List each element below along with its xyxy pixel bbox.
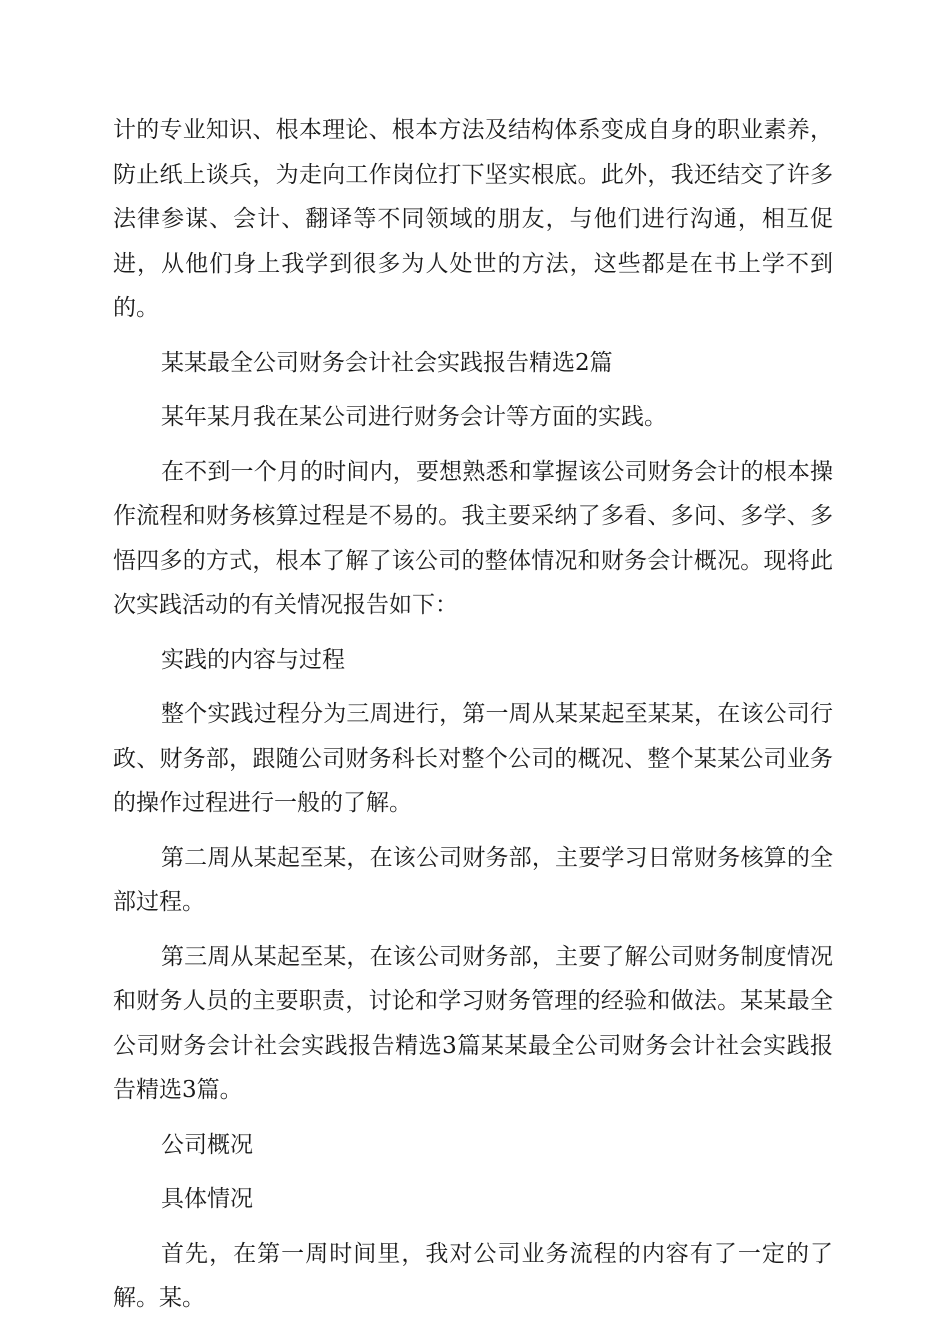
paragraph-overview: 在不到一个月的时间内，要想熟悉和掌握该公司财务会计的根本操作流程和财务核算过程是不易的。我主要采纳了多看、多问、多学、多悟四多的方式，根本了解了该公司的整体情况和财务会计概况。现将此次实践活动的有关情况报告如下： [113,458,833,618]
paragraph-week-two: 第二周从某起至某，在该公司财务部，主要学习日常财务核算的全部过程。 [113,844,833,915]
paragraph-first-week-detail: 首先，在第一周时间里，我对公司业务流程的内容有了一定的了解。某。 [113,1240,833,1311]
paragraph-week-three: 第三周从某起至某，在该公司财务部，主要了解公司财务制度情况和财务人员的主要职责，讨论和学习财务管理的经验和做法。某某最全公司财务会计社会实践报告精选3篇某某最全公司财务会计社会实践报告精选3篇。 [113,943,833,1103]
paragraph-continuation: 计的专业知识、根本理论、根本方法及结构体系变成自身的职业素养，防止纸上谈兵，为走向工作岗位打下坚实根底。此外，我还结交了许多法律参谋、会计、翻译等不同领域的朋友，与他们进行沟通，相互促进，从他们身上我学到很多为人处世的方法，这些都是在书上学不到的。 [113,117,833,321]
paragraph-intro: 某年某月我在某公司进行财务会计等方面的实践。 [161,404,667,430]
paragraph-week-one: 整个实践过程分为三周进行，第一周从某某起至某某，在该公司行政、财务部，跟随公司财务科长对整个公司的概况、整个某某公司业务的操作过程进行一般的了解。 [113,701,833,816]
document-body [113,108,833,1331]
section-heading-details: 具体情况 [161,1186,253,1212]
section-heading-content-process: 实践的内容与过程 [161,646,345,673]
section-heading-report-2: 某某最全公司财务会计社会实践报告精选2篇 [161,349,613,376]
section-heading-company-overview: 公司概况 [161,1131,253,1158]
